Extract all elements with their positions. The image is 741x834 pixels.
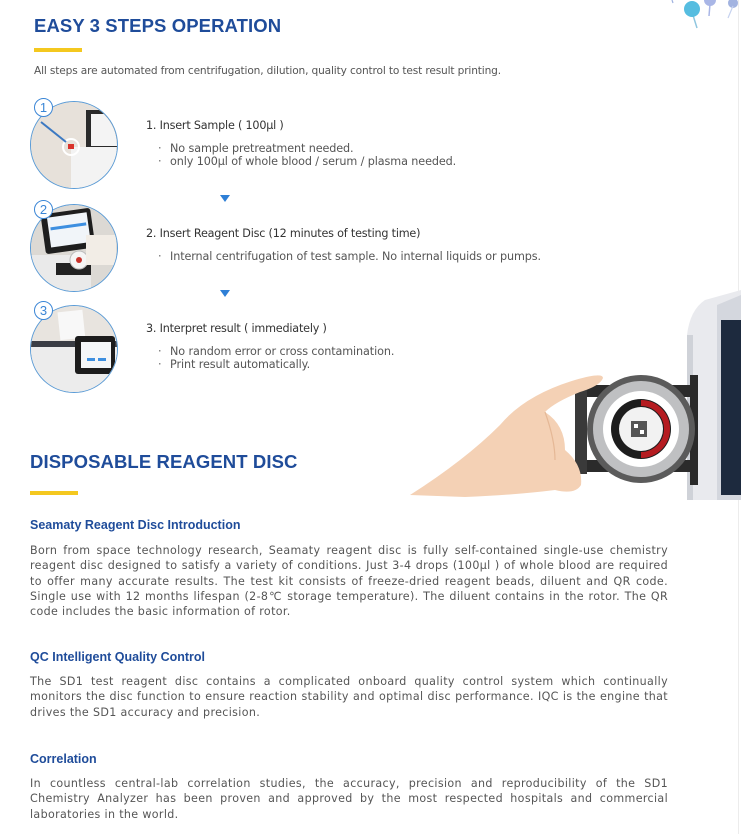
step-1-bullets (158, 143, 456, 168)
step-3-number-badge: 3 (34, 301, 53, 320)
title-underline (30, 491, 78, 495)
step-3-bullets (158, 346, 394, 371)
title-underline (34, 48, 82, 52)
arrow-down-icon (220, 290, 230, 297)
paragraph-reagent-disc-intro: Born from space technology research, Seamaty reagent disc is fully self-contained single-use chemistry reagent disc designed to satisfy a variety of conditions. Just 3-4 drops (100μl ) of whole blood are required to offer many accurate results. The test kit consists of freeze-dried reagent beads, diluent and QR code. Single use with 12 months lifespan (2-8℃ storage temperature). The diluent contains in the rotor. The QR code includes the basic information of rotor. (30, 544, 668, 619)
paragraph-quality-control: The SD1 test reagent disc contains a complicated onboard quality control system which continually monitors the disc function to ensure reaction stability and optimal disc performance. IQC is the engine that drives the SD1 accuracy and precision. (30, 675, 668, 719)
step-3-bullet: · No random error or cross contamination. (158, 346, 394, 359)
step-2-number-badge: 2 (34, 200, 53, 219)
subheading-quality-control: QC Intelligent Quality Control (30, 650, 205, 664)
section-title-disposable-disc: DISPOSABLE REAGENT DISC (30, 451, 298, 472)
decorative-dandelion-graphic (660, 0, 741, 30)
paragraph-correlation: In countless central-lab correlation studies, the accuracy, precision and reproducibility of the SD1 Chemistry Analyzer has been proven and approved by the most respected hospitals and commercial laboratories in the world. (30, 777, 668, 821)
step-1-bullet: · No sample pretreatment needed. (158, 143, 456, 156)
step-1-bullet: · only 100μl of whole blood / serum / plasma needed. (158, 156, 456, 169)
step-1-title: 1. Insert Sample ( 100μl ) (146, 119, 284, 132)
intro-text: All steps are automated from centrifugation, dilution, quality control to test result printing. (34, 65, 501, 77)
section-title-easy-steps: EASY 3 STEPS OPERATION (34, 15, 282, 36)
step-3-bullet: · Print result automatically. (158, 359, 394, 372)
subheading-correlation: Correlation (30, 752, 97, 766)
arrow-down-icon (220, 195, 230, 202)
step-2-bullet: · Internal centrifugation of test sample. No internal liquids or pumps. (158, 251, 541, 264)
step-2-title: 2. Insert Reagent Disc (12 minutes of testing time) (146, 227, 421, 240)
reagent-disc-hand-image (405, 290, 741, 500)
step-1-number-badge: 1 (34, 98, 53, 117)
subheading-reagent-disc-intro: Seamaty Reagent Disc Introduction (30, 518, 241, 532)
step-3-title: 3. Interpret result ( immediately ) (146, 322, 327, 335)
step-2-bullets (158, 251, 541, 264)
